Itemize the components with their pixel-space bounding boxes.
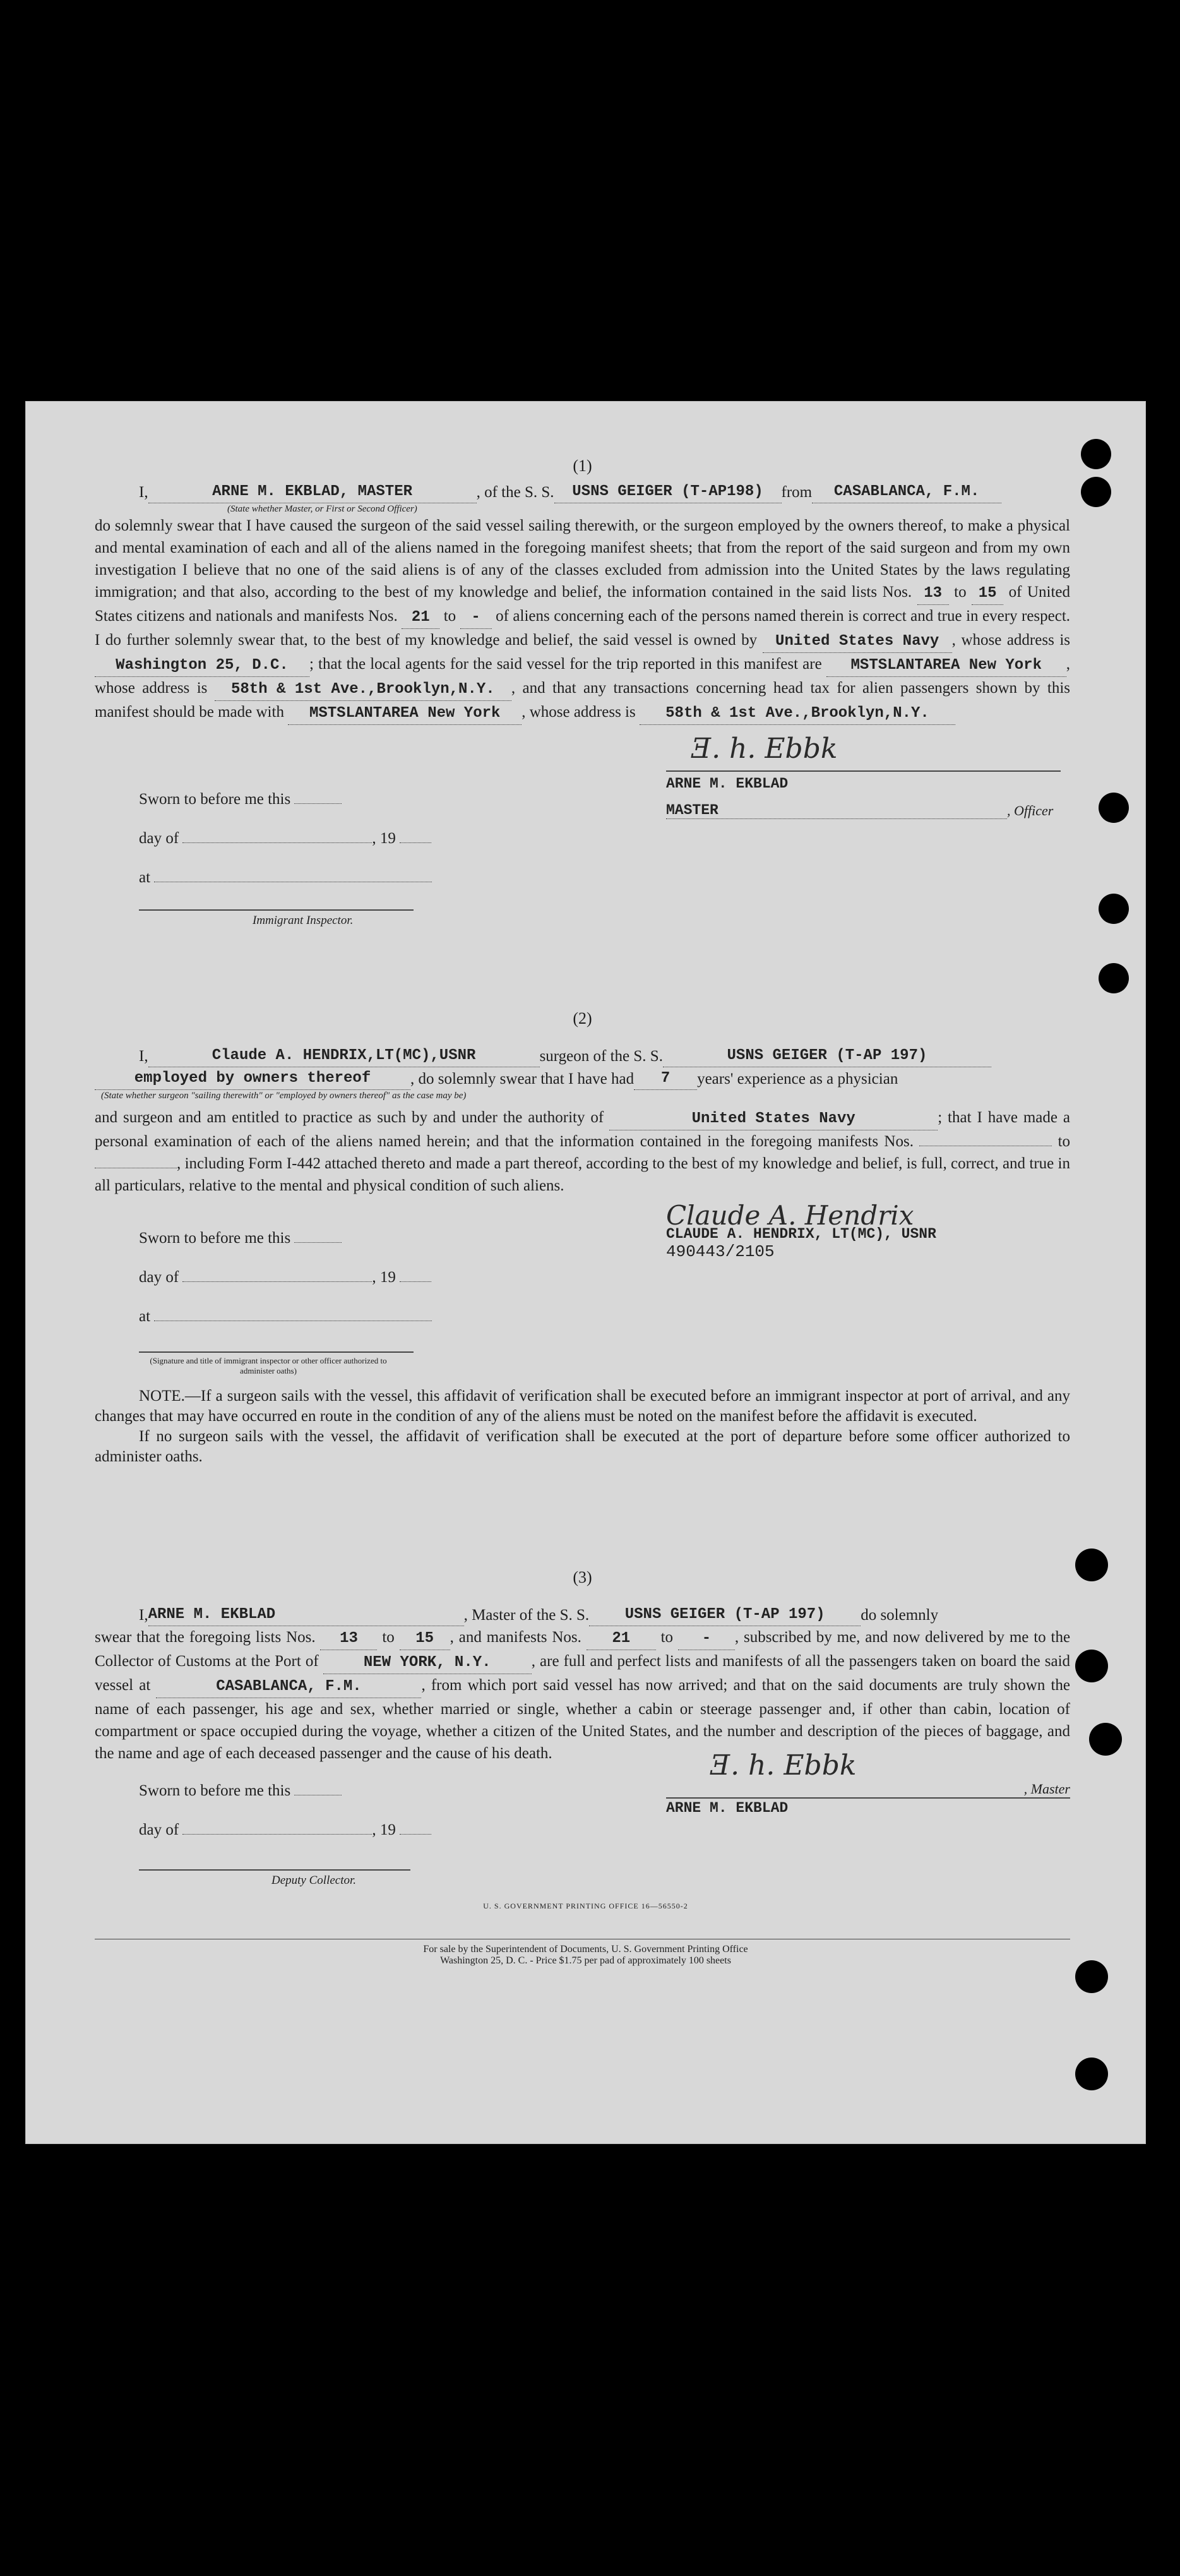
port-from: CASABLANCA, F.M. [812,481,1001,503]
year-label: , 19 [372,830,396,847]
port-of-arrival: NEW YORK, N.Y. [323,1651,532,1674]
agents-address: 58th & 1st Ave.,Brooklyn,N.Y. [215,678,511,701]
note-block [95,1386,1070,1467]
to-label: to [660,1629,674,1646]
day-label: day of [139,1821,179,1838]
sworn-block-3 [139,1771,431,1850]
binder-hole [1099,894,1129,924]
para2a: and surgeon and am entitled to practice as such by and under the authority of [95,1109,604,1126]
para1c: of aliens concerning each of the persons named therein is correct and true in every respect. I do further solemnly swear that, to the best of my knowledge and belief, the said vessel is owned by [95,608,1071,649]
binder-hole [1075,2058,1108,2090]
master-signature: Ǝ. h. Ebbk [691,733,838,765]
signer-name: ARNE M. EKBLAD [666,776,789,792]
sworn-block-2 [139,1219,432,1336]
binder-hole [1099,793,1129,823]
inspector-caption: Immigrant Inspector. [253,914,354,927]
lists-to: 15 [972,582,1003,605]
sale-notice [25,1944,1146,1967]
para1d: ; that the local agents for the said vessel for the trip reported in this manifest are [309,656,822,673]
surgeon-of-label: surgeon of the S. S. [539,1048,663,1065]
para1g: , whose address is [521,704,636,721]
manifest-to: - [460,606,492,629]
para1e: , whose address is [95,656,1071,697]
lists-from: 13 [917,582,949,605]
section-number: (2) [573,1009,592,1027]
signer-title: MASTER [666,802,1007,819]
binder-hole [1099,963,1129,993]
day-label: day of [139,830,179,847]
sale-line-1: For sale by the Superintendent of Documents, U. S. Government Printing Office [423,1944,748,1955]
year-label: , 19 [372,1269,396,1286]
binder-hole [1075,1549,1108,1581]
master-signature-block [666,733,1061,819]
pronoun: I, [139,1048,148,1065]
para1: do solemnly swear that I have caused the surgeon of the said vessel sailing therewith, or the surgeon employed by the owners thereof, to make a physical and mental examination of each and all of the aliens named in the foregoing manifest sheets; that from the report of the said surgeon and from my own investigation I believe that no one of the said aliens is of any of the classes excluded from admission into the United States by the laws regulating immigration; and that also, according to the best of my knowledge and belief, the information contained in the said lists Nos. [95,517,1070,601]
para1b: of United States citizens and nationals and manifests Nos. [95,584,1071,625]
binder-hole [1075,1650,1108,1682]
years-text: years' experience as a physician [697,1070,898,1087]
lists-from: 13 [320,1627,377,1650]
sworn-label: Sworn to before me this [139,1230,291,1247]
swear-label: , do solemnly swear that I have had [410,1070,635,1087]
section-number: (3) [573,1568,592,1586]
para3e: , from which port said vessel has now arrived; and that on the said documents are truly shown the name of each passenger, his age and sex, whether married or single, whether a cabin or steerage passenger and, if other than cabin, location of compartment or space occupied during the voyage, whether a citizen of the United States, and the number and description of the pieces of baggage, and the name and age of each deceased passenger and the cause of his death. [95,1677,1071,1762]
para2c: , including Form I-442 attached thereto and made a part thereof, according to the best of my knowledge and belief, is full, correct, and true in all particulars, relative to the mental and physical condition of such aliens. [95,1155,1070,1194]
surgeon-note: (State whether surgeon "sailing therewith" or "employed by owners thereof" as the case may be) [101,1091,467,1101]
para3c: , subscribed by me, and now delivered by me to the Collector of Customs at the Port of [95,1629,1071,1670]
master-label: , Master [1023,1781,1070,1797]
pronoun: I, [139,484,148,501]
owner: United States Navy [763,630,952,653]
master-signature: Ǝ. h. Ebbk [710,1749,857,1782]
headtax: MSTSLANTAREA New York [288,702,521,725]
at-label: at [139,1308,151,1325]
collector-caption: Deputy Collector. [271,1874,357,1887]
to-label: to [1058,1133,1071,1150]
to-label: to [443,608,456,625]
master-signature-block-3 [666,1749,1070,1816]
binder-hole [1081,477,1111,507]
para1f: , and that any transactions concerning head tax for alien passengers shown by this manifest should be made with [95,680,1071,721]
master-note: (State whether Master, or First or Second Officer) [227,504,417,514]
customs-body [95,1626,1070,1764]
sig-title-caption: (Signature and title of immigrant inspector or other officer authorized to administer oaths) [150,1356,387,1375]
pronoun: I, [139,1607,148,1624]
employed-status: employed by owners thereof [95,1067,410,1090]
officer-label: , Officer [1007,803,1054,818]
vessel-name: USNS GEIGER (T-AP 197) [589,1603,861,1626]
vessel-name: USNS GEIGER (T-AP 197) [663,1045,991,1067]
note-text-1: —If a surgeon sails with the vessel, this affidavit of verification shall be executed before an immigrant inspector at port of arrival, and any changes that may have occurred en route in the condition of any of the aliens must be noted on the manifest before the affidavit is executed. [95,1387,1070,1425]
manifest-from: 21 [587,1627,656,1650]
affidavit-master [95,455,1070,725]
year-label: , 19 [372,1821,396,1838]
address-label: , whose address is [951,632,1071,649]
binder-hole [1075,1960,1108,1993]
surgeon-body [95,1106,1070,1197]
para3a: swear that the foregoing lists Nos. [95,1629,316,1646]
manifest-from: 21 [402,606,439,629]
surgeon-signature-block [666,1200,1070,1261]
surgeon-serial: 490443/2105 [666,1242,775,1261]
day-label: day of [139,1269,179,1286]
of-ss-label: , of the S. S. [476,484,554,501]
sworn-label: Sworn to before me this [139,1782,291,1799]
para3d: , are full and perfect lists and manifests of all the passengers taken on board the said vessel at [95,1653,1071,1694]
note-text-2: If no surgeon sails with the vessel, the affidavit of verification shall be executed at the port of departure before some officer authorized to administer oaths. [95,1428,1070,1465]
master-name: ARNE M. EKBLAD [148,1603,464,1626]
para3b: , and manifests Nos. [450,1629,581,1646]
affidavit-surgeon [95,1007,1070,1197]
to-label: to [382,1629,395,1646]
sworn-label: Sworn to before me this [139,791,291,808]
master-name: ARNE M. EKBLAD, MASTER [148,481,477,503]
at-label: at [139,869,151,886]
binder-hole [1089,1723,1122,1756]
authority: United States Navy [609,1108,938,1130]
sworn-block-1 [139,780,432,897]
surgeon-name: Claude A. HENDRIX,LT(MC),USNR [148,1045,540,1067]
solemnly-label: do solemnly [861,1607,939,1624]
surgeon-signature: Claude A. Hendrix [666,1200,914,1231]
to-label: to [954,584,967,601]
from-label: from [781,484,813,501]
years-experience: 7 [634,1067,697,1090]
owner-address: Washington 25, D.C. [95,654,309,677]
lists-to: 15 [400,1627,450,1650]
section-number: (1) [573,457,592,475]
affidavit-customs [95,1566,1070,1764]
signer-name: ARNE M. EKBLAD [666,1800,789,1816]
master-of-label: , Master of the S. S. [463,1607,590,1624]
vessel-name: USNS GEIGER (T-AP198) [554,481,782,503]
note-label: NOTE. [139,1387,185,1405]
para2b: ; that I have made a personal examination of each of the aliens named herein; and that the information contained in the foregoing manifests Nos. [95,1109,1071,1150]
agents: MSTSLANTAREA New York [826,654,1066,677]
sale-line-2: Washington 25, D. C. - Price $1.75 per pad of approximately 100 sheets [440,1955,731,1966]
manifest-page [25,401,1146,2144]
port-taken: CASABLANCA, F.M. [156,1675,421,1698]
affidavit-body [95,515,1070,725]
headtax-address: 58th & 1st Ave.,Brooklyn,N.Y. [640,702,955,725]
surgeon-signer: CLAUDE A. HENDRIX, LT(MC), USNR [666,1226,936,1242]
binder-hole [1081,439,1111,469]
gpo-line: U. S. GOVERNMENT PRINTING OFFICE 16—56550-2 [483,1902,688,1910]
manifest-to: - [678,1627,735,1650]
